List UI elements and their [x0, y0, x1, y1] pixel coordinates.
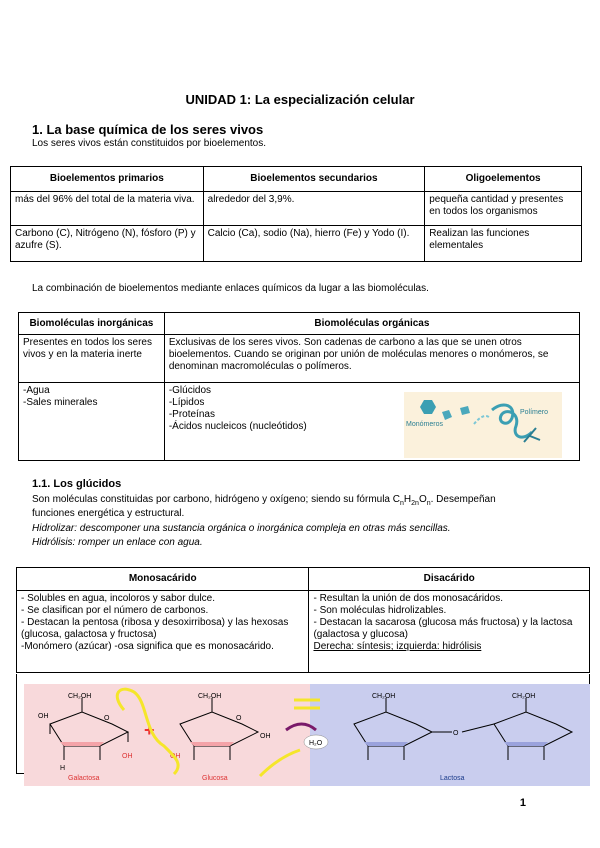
glucose-ch2oh: CH₂OH: [198, 693, 222, 700]
list-item: -Lípidos: [168, 397, 205, 408]
monomer-label: Monómeros: [406, 421, 443, 428]
glucose-oh-red: OH: [170, 753, 181, 760]
header-monosaccharide: Monosacárido: [17, 568, 309, 591]
list-item: - Son moléculas hidrolizables.: [313, 605, 447, 616]
monomer-polymer-illustration: [404, 392, 562, 458]
galactose-oh: OH: [38, 713, 49, 720]
list-item: -Proteínas: [168, 409, 215, 420]
lactose-ch2oh-1: CH₂OH: [372, 693, 396, 700]
list-item: -Sales minerales: [23, 397, 98, 408]
glucids-functions: funciones energética y estructural.: [32, 508, 185, 519]
glucose-oh: OH: [260, 733, 271, 740]
lactose-ch2oh-2: CH₂OH: [512, 693, 536, 700]
header-secondary: Bioelementos secundarios: [203, 167, 425, 192]
galactose-ch2oh: CH₂OH: [68, 693, 92, 700]
header-inorganic: Biomoléculas inorgánicas: [19, 313, 165, 335]
polymer-label: Polímero: [520, 409, 549, 416]
cell-organic-desc: Exclusivas de los seres vivos. Son cadenas de carbono a las que se unen otros bioelementos. Cuando se originan por unión de moléculas menores o monómeros, se denominan macromoléculas o polímeros.: [164, 335, 579, 383]
lactose-diagram: [24, 684, 590, 786]
cell-oligo-function: Realizan las funciones elementales: [425, 226, 582, 262]
page-title: UNIDAD 1: La especialización celular: [185, 92, 415, 107]
lactose-bridge-o: O: [453, 730, 459, 737]
list-item: -Glúcidos: [168, 385, 212, 396]
cell-secondary-elements: Calcio (Ca), sodio (Na), hierro (Fe) y Yodo (I).: [203, 226, 425, 262]
hydrolyze-definition: Hidrolizar: descomponer una sustancia orgánica o inorgánica compleja en otras más sencillas.: [32, 523, 451, 534]
glucose-label: Glucosa: [202, 775, 228, 782]
header-oligo: Oligoelementos: [425, 167, 582, 192]
combination-text: La combinación de bioelementos mediante enlaces químicos da lugar a las biomoléculas.: [32, 283, 429, 294]
page-number: 1: [519, 797, 526, 809]
sugar-table: [16, 567, 590, 673]
hydrolysis-definition: Hidrólisis: romper un enlace con agua.: [32, 537, 203, 548]
list-item: - Resultan la unión de dos monosacáridos.: [313, 593, 504, 604]
cell-inorganic-list: [19, 383, 165, 461]
list-item: -Monómero (azúcar) -osa significa que es monosacárido.: [21, 641, 274, 652]
cell-oligo-amount: pequeña cantidad y presentes en todos los organismos: [425, 192, 582, 226]
glucids-definition: Son moléculas constituidas por carbono, hidrógeno y oxígeno; siendo su fórmula $C_nH_{2n}O_n$. Desempeñan: [32, 494, 496, 507]
header-primary: Bioelementos primarios: [11, 167, 204, 192]
monomer-polymer-image: [404, 392, 562, 458]
synthesis-hydrolysis-note: Derecha: síntesis; izquierda: hidrólisis: [313, 641, 482, 652]
galactose-o: O: [104, 715, 110, 722]
cell-primary-elements: Carbono (C), Nitrógeno (N), fósforo (P) y azufre (S).: [11, 226, 204, 262]
section-1-1-heading: 1.1. Los glúcidos: [32, 478, 122, 490]
cell-monosaccharide: [17, 591, 309, 673]
cell-primary-amount: más del 96% del total de la materia viva.: [11, 192, 204, 226]
bioelements-table: [10, 166, 582, 262]
lactose-synthesis-diagram: [24, 684, 590, 786]
galactose-h: H: [60, 765, 66, 772]
plus-sign-icon: +: [144, 720, 155, 740]
cell-disaccharide: [309, 591, 590, 673]
list-item: -Agua: [23, 385, 50, 396]
water-label: H₂O: [309, 740, 323, 747]
section-1-intro: Los seres vivos están constituidos por bioelementos.: [32, 138, 267, 149]
list-item: - Destacan la pentosa (ribosa y desoxirribosa) y las hexosas (glucosa, galactosa y fructosa): [21, 617, 289, 640]
cell-inorganic-desc: Presentes en todos los seres vivos y en la materia inerte: [19, 335, 165, 383]
lactose-label: Lactosa: [440, 775, 465, 782]
list-item: - Se clasifican por el número de carbonos.: [21, 605, 209, 616]
list-item: - Destacan la sacarosa (glucosa más fructosa) y la lactosa (galactosa y glucosa): [313, 617, 573, 640]
galactose-label: Galactosa: [68, 775, 100, 782]
list-item: - Solubles en agua, incoloros y sabor dulce.: [21, 593, 216, 604]
glucose-o: O: [236, 715, 242, 722]
cell-secondary-amount: alrededor del 3,9%.: [203, 192, 425, 226]
header-organic: Biomoléculas orgánicas: [164, 313, 579, 335]
header-disaccharide: Disacárido: [309, 568, 590, 591]
section-1-heading: 1. La base química de los seres vivos: [32, 122, 264, 137]
list-item: -Ácidos nucleicos (nucleótidos): [168, 421, 307, 432]
galactose-oh-red: OH: [122, 753, 133, 760]
